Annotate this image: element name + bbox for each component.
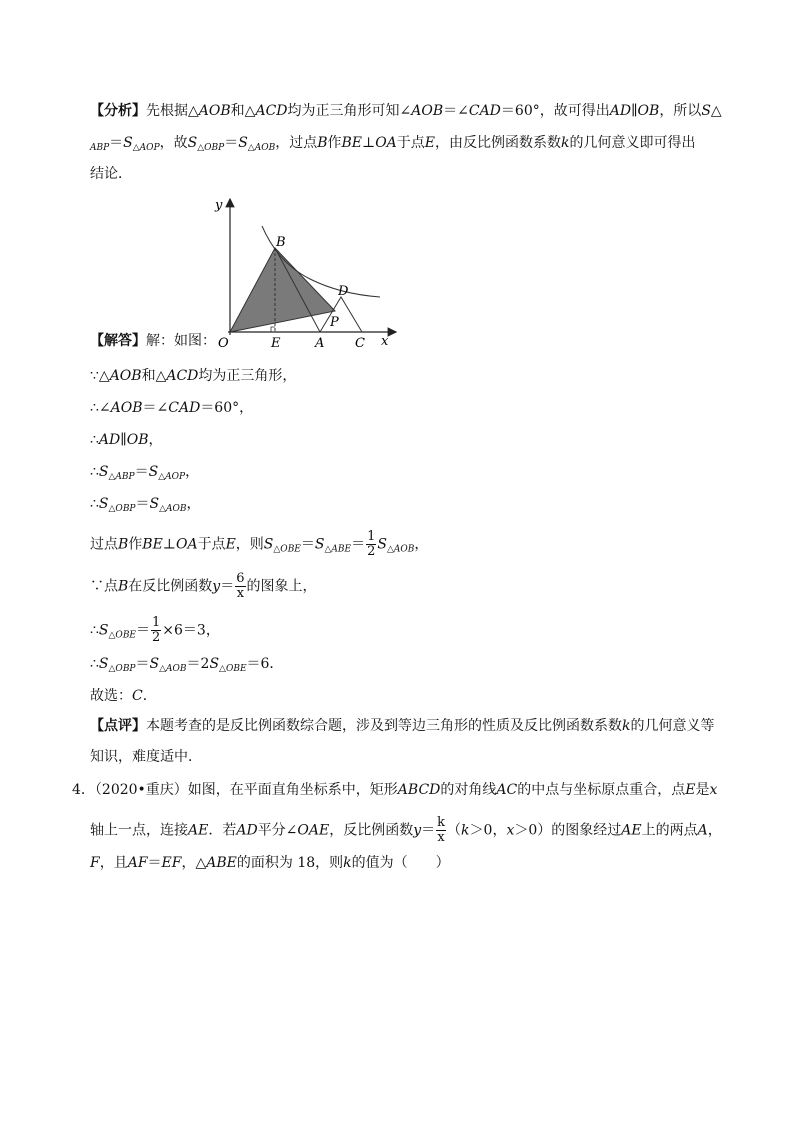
solution-tag: 【解答】 bbox=[90, 333, 146, 349]
label-x: x bbox=[381, 334, 389, 349]
comment-tag: 【点评】 bbox=[90, 718, 146, 734]
solution-line-7: ∵点B在反比例函数y＝ $\frac{6}{x}$ 的图象上， bbox=[90, 571, 317, 601]
solution-line-1: ∵△AOB和△ACD均为正三角形， bbox=[90, 368, 297, 384]
question4-line-1: 4．（2020•重庆）如图，在平面直角坐标系中，矩形ABCD的对角线AC的中点与坐标原点重合，点E是x bbox=[72, 782, 718, 798]
solution-line-4: $\therefore S_{\triangle ABP}=S_{\triangle AOP}$， bbox=[90, 464, 200, 482]
solution-line-6: 过点B作BE⊥OA于点E，则$S_{\triangle OBE}=S_{\triangle ABE}=$ $\frac{1}{2}$ $S_{\triangle AOB}$， bbox=[90, 529, 429, 559]
comment-line-2: 知识，难度适中． bbox=[90, 749, 202, 765]
fraction-half: $\frac{1}{2}$ bbox=[367, 529, 376, 559]
solution-line-5: $\therefore S_{\triangle OBP}=S_{\triangle AOB}$， bbox=[90, 496, 201, 514]
shaded-triangle-obp bbox=[230, 248, 335, 332]
label-o: O bbox=[218, 336, 229, 351]
question4-line-2: 轴上一点，连接AE．若AD平分∠OAE，反比例函数y＝ $\frac{k}{x}$ （k＞0，x＞0）的图象经过AE上的两点A， bbox=[90, 815, 722, 845]
label-a: A bbox=[315, 336, 325, 351]
solution-line-9: $\therefore S_{\triangle OBP}=S_{\triangle AOB}=2S_{\triangle OBE}=6$． bbox=[90, 656, 284, 674]
solution-line-intro: 【解答】解：如图： bbox=[90, 333, 216, 349]
comment-line-1: 【点评】本题考查的是反比例函数综合题，涉及到等边三角形的性质及反比例函数系数k的几何意义等 bbox=[90, 718, 715, 734]
label-e: E bbox=[271, 336, 281, 351]
right-angle-mark bbox=[271, 327, 275, 332]
analysis-line-2: $_{ABP}=S_{\triangle AOP}$，故$S_{\triangle OBP}=S_{\triangle AOB}$，过点B作BE⊥OA于点E，由反比例函数系数k的几何意义即可得出 bbox=[90, 135, 696, 153]
question4-line-3: F，且AF＝EF，△ABE的面积为 18，则k的值为（ ） bbox=[90, 855, 450, 871]
solution-answer: 故选：C． bbox=[90, 688, 157, 704]
analysis-line-1: 【分析】先根据△AOB和△ACD均为正三角形可知∠AOB＝∠CAD＝60°，故可得出AD∥OB，所以S△ bbox=[90, 103, 722, 119]
geometry-figure bbox=[200, 193, 400, 353]
label-b: B bbox=[276, 235, 286, 250]
analysis-tag: 【分析】 bbox=[90, 103, 146, 119]
fraction-6-over-x: $\frac{6}{x}$ bbox=[236, 571, 245, 601]
analysis-line-3: 结论． bbox=[90, 166, 132, 182]
label-y: y bbox=[215, 198, 223, 213]
label-d: D bbox=[338, 284, 349, 299]
fraction-half-2: $\frac{1}{2}$ bbox=[152, 615, 161, 645]
solution-line-8: $\therefore S_{\triangle OBE}=$ $\frac{1}{2}$ ×6＝3， bbox=[90, 615, 220, 645]
solution-line-3: ∴AD∥OB， bbox=[90, 432, 163, 448]
fraction-k-over-x: $\frac{k}{x}$ bbox=[437, 815, 446, 845]
solution-line-2: ∴∠AOB＝∠CAD＝60°， bbox=[90, 400, 254, 416]
label-c: C bbox=[355, 336, 365, 351]
label-p: P bbox=[330, 315, 339, 330]
